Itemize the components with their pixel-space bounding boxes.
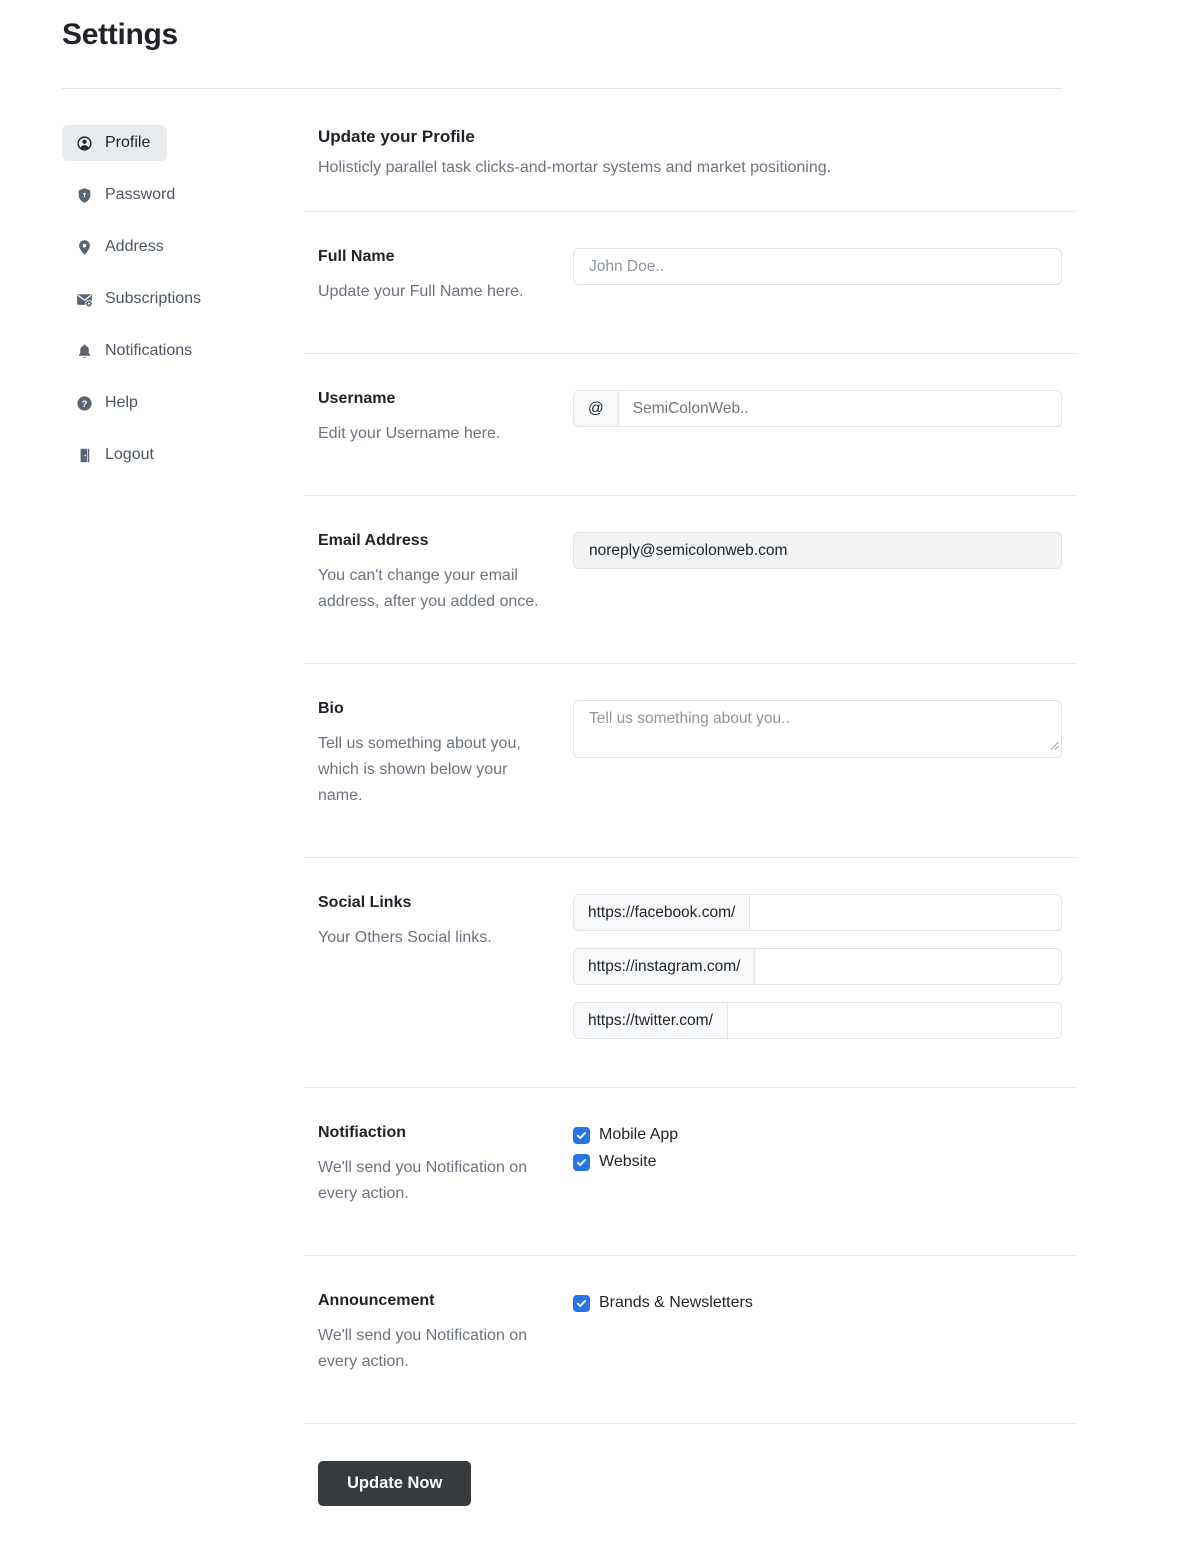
notification-label: Notifiaction	[318, 1124, 406, 1141]
svg-text:?: ?	[81, 398, 88, 410]
full-name-row	[304, 212, 1076, 353]
sidebar-item-logout[interactable]	[62, 437, 168, 473]
mobile-app-checkbox[interactable]	[573, 1126, 1062, 1144]
update-now-button[interactable]: Update Now	[318, 1461, 471, 1506]
bio-row	[304, 664, 1076, 857]
username-input[interactable]	[619, 391, 1061, 426]
user-circle-icon	[76, 135, 93, 152]
checkbox-checked-icon	[573, 1154, 590, 1171]
sidebar-item-notifications[interactable]	[62, 333, 206, 369]
sidebar-item-label: Subscriptions	[105, 290, 202, 307]
email-row	[304, 496, 1076, 663]
website-checkbox[interactable]	[573, 1153, 1062, 1171]
email-label: Email Address	[318, 532, 429, 549]
notification-row	[304, 1088, 1076, 1255]
twitter-url-input[interactable]	[728, 1003, 1061, 1038]
full-name-description: Update your Full Name here.	[318, 283, 524, 300]
sidebar-item-help[interactable]	[62, 385, 167, 421]
full-name-label: Full Name	[318, 248, 395, 265]
notification-description: We'll send you Notification on every action.	[318, 1159, 528, 1202]
instagram-url-input[interactable]	[755, 949, 1061, 984]
profile-settings-panel	[304, 89, 1076, 1506]
brands-newsletters-checkbox-label: Brands & Newsletters	[599, 1294, 753, 1311]
instagram-url-prefix: https://instagram.com/	[574, 949, 755, 984]
question-circle-icon	[76, 395, 93, 412]
mobile-app-checkbox-label: Mobile App	[599, 1126, 679, 1143]
sidebar-item-password[interactable]	[62, 177, 189, 213]
sidebar-item-label: Password	[105, 186, 176, 203]
sidebar-item-address[interactable]	[62, 229, 178, 265]
sidebar-item-profile[interactable]	[62, 125, 167, 161]
checkbox-checked-icon	[573, 1295, 590, 1312]
username-row	[304, 354, 1076, 495]
facebook-url-prefix: https://facebook.com/	[574, 895, 750, 930]
mail-gear-icon	[76, 291, 93, 308]
sidebar-item-label: Notifications	[105, 342, 193, 359]
announcement-label: Announcement	[318, 1292, 435, 1309]
announcement-row	[304, 1256, 1076, 1423]
checkbox-checked-icon	[573, 1127, 590, 1144]
shield-icon	[76, 187, 93, 204]
settings-sidebar	[62, 89, 304, 489]
facebook-url-input[interactable]	[750, 895, 1061, 930]
social-links-row	[304, 858, 1076, 1087]
twitter-url-prefix: https://twitter.com/	[574, 1003, 728, 1038]
username-label: Username	[318, 390, 396, 407]
brands-newsletters-checkbox[interactable]	[573, 1294, 1062, 1312]
website-checkbox-label: Website	[599, 1153, 657, 1170]
bio-textarea[interactable]	[573, 700, 1062, 758]
username-at-prefix: @	[574, 391, 619, 426]
sidebar-item-label: Help	[105, 394, 138, 411]
door-icon	[76, 447, 93, 464]
sidebar-item-subscriptions[interactable]	[62, 281, 215, 317]
social-links-description: Your Others Social links.	[318, 929, 492, 946]
sidebar-item-label: Address	[105, 238, 164, 255]
bell-icon	[76, 343, 93, 360]
map-pin-icon	[76, 239, 93, 256]
section-title: Update your Profile	[318, 127, 475, 146]
section-subtitle: Holisticly parallel task clicks-and-mortar systems and market positioning.	[318, 159, 832, 176]
username-description: Edit your Username here.	[318, 425, 501, 442]
bio-label: Bio	[318, 700, 344, 717]
sidebar-item-label: Profile	[105, 134, 151, 151]
email-description: You can't change your email address, after you added once.	[318, 567, 539, 610]
bio-description: Tell us something about you, which is shown below your name.	[318, 735, 521, 804]
social-links-label: Social Links	[318, 894, 412, 911]
sidebar-item-label: Logout	[105, 446, 154, 463]
announcement-description: We'll send you Notification on every action.	[318, 1327, 528, 1370]
email-input[interactable]	[573, 532, 1062, 569]
full-name-input[interactable]	[573, 248, 1062, 285]
page-title: Settings	[62, 18, 178, 51]
